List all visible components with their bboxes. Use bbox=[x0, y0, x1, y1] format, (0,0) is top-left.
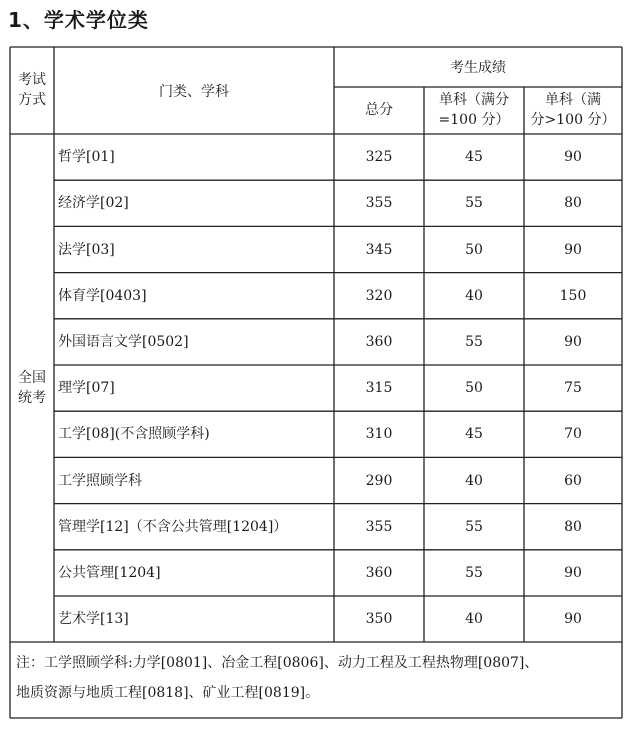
single-le100-cell: 45 bbox=[465, 426, 483, 443]
single-le100-cell: 55 bbox=[465, 195, 483, 212]
footnote: 注：工学照顾学科:力学[0801]、冶金工程[0806]、动力工程及工程热物理[0807]、 地质资源与地质工程[0818]、矿业工程[0819]。 bbox=[16, 655, 539, 701]
single-le100-cell: 45 bbox=[465, 149, 483, 166]
single-le100-cell: 40 bbox=[465, 287, 483, 304]
subject-cell: 理学[07] bbox=[58, 380, 115, 397]
single-gt100-cell: 90 bbox=[564, 241, 582, 258]
subject-cell: 外国语言文学[0502] bbox=[58, 333, 189, 350]
exam-mode-value: 全国 统考 bbox=[18, 370, 46, 406]
total-cell: 345 bbox=[365, 241, 393, 258]
subject-cell: 经济学[02] bbox=[58, 195, 129, 212]
total-cell: 355 bbox=[365, 518, 393, 535]
single-le100-cell: 40 bbox=[465, 472, 483, 489]
single-le100-cell: 55 bbox=[465, 564, 483, 581]
single-le100-cell: 55 bbox=[465, 333, 483, 350]
single-gt100-cell: 70 bbox=[564, 426, 582, 443]
header-category: 门类、学科 bbox=[159, 84, 229, 100]
subject-cell: 公共管理[1204] bbox=[58, 564, 161, 581]
single-le100-cell: 55 bbox=[465, 518, 483, 535]
total-cell: 315 bbox=[365, 380, 393, 397]
single-gt100-cell: 90 bbox=[564, 611, 582, 628]
header-score-group: 考生成绩 bbox=[450, 60, 506, 76]
single-gt100-cell: 75 bbox=[564, 380, 582, 397]
section-heading: 1、学术学位类 bbox=[8, 8, 149, 32]
single-le100-cell: 50 bbox=[465, 380, 483, 397]
total-cell: 310 bbox=[365, 426, 393, 443]
single-gt100-cell: 150 bbox=[559, 287, 587, 304]
subject-cell: 工学照顾学科 bbox=[58, 472, 142, 489]
single-le100-cell: 40 bbox=[465, 611, 483, 628]
header-exam-mode: 考试 方式 bbox=[18, 72, 46, 108]
header-single-gt100: 单科（满 分>100 分） bbox=[530, 92, 616, 128]
single-gt100-cell: 80 bbox=[564, 195, 582, 212]
single-gt100-cell: 60 bbox=[564, 472, 582, 489]
subject-cell: 管理学[12]（不含公共管理[1204]） bbox=[58, 518, 288, 535]
subject-cell: 哲学[01] bbox=[58, 149, 115, 166]
total-cell: 355 bbox=[365, 195, 393, 212]
subject-cell: 艺术学[13] bbox=[58, 611, 129, 628]
single-le100-cell: 50 bbox=[465, 241, 483, 258]
subject-cell: 法学[03] bbox=[58, 241, 115, 258]
single-gt100-cell: 80 bbox=[564, 518, 582, 535]
single-gt100-cell: 90 bbox=[564, 149, 582, 166]
total-cell: 320 bbox=[365, 287, 393, 304]
single-gt100-cell: 90 bbox=[564, 333, 582, 350]
header-total: 总分 bbox=[365, 102, 393, 118]
total-cell: 360 bbox=[365, 564, 393, 581]
header-single-le100: 单科（满分 =100 分） bbox=[438, 92, 510, 128]
total-cell: 350 bbox=[365, 611, 393, 628]
total-cell: 325 bbox=[365, 149, 393, 166]
total-cell: 360 bbox=[365, 333, 393, 350]
total-cell: 290 bbox=[365, 472, 393, 489]
subject-cell: 体育学[0403] bbox=[58, 287, 147, 304]
subject-cell: 工学[08](不含照顾学科) bbox=[58, 426, 210, 443]
single-gt100-cell: 90 bbox=[564, 564, 582, 581]
